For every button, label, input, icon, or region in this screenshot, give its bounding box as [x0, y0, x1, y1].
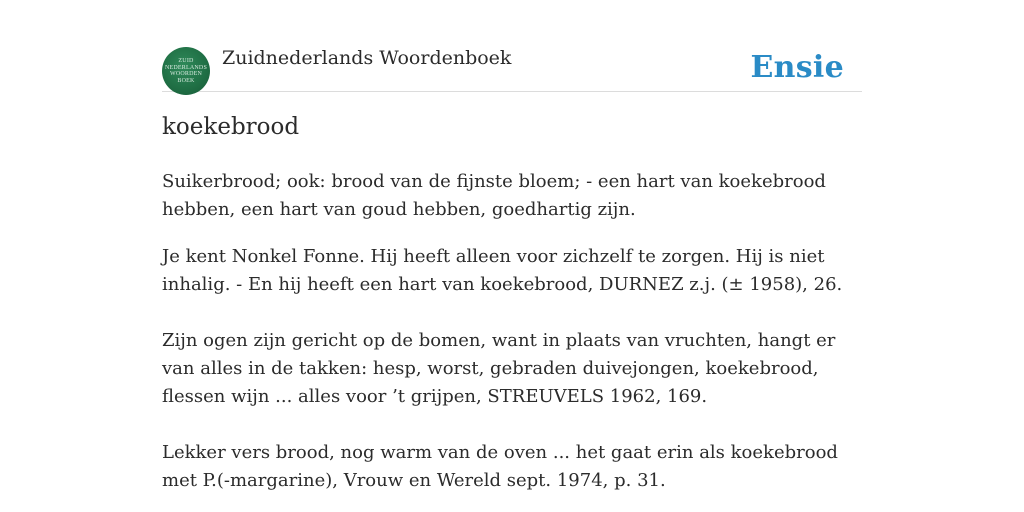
entry-headword: koekebrood: [162, 114, 300, 140]
logo-line: NEDERLANDS: [165, 64, 207, 71]
logo-line: ZUID: [178, 58, 194, 64]
entry-content: [162, 168, 862, 512]
citation-quote: Zijn ogen zijn gericht op de bomen, want in plaats van vruchten, hangt er van alles in de takken: hesp, worst, gebraden duivejongen, koekebrood, flessen wijn ... alles voor ’t grijpen, STREUVELS 1962, 169.: [162, 330, 836, 407]
dictionary-title-link[interactable]: Zuidnederlands Woordenboek: [222, 47, 512, 69]
logo-line: WOORDEN: [169, 71, 203, 77]
ensie-brand-link[interactable]: Ensie: [750, 50, 844, 85]
citation-quote: Lekker vers brood, nog warm van de oven ... het gaat erin als koekebrood met P.(-margarine), Vrouw en Wereld sept. 1974, p. 31.: [162, 442, 838, 491]
dictionary-logo[interactable]: [162, 47, 210, 95]
citation-quote: Je kent Nonkel Fonne. Hij heeft alleen voor zichzelf te zorgen. Hij is niet inhalig. - En hij heeft een hart van koekebrood, DURNEZ z.j. (± 1958), 26.: [162, 246, 843, 295]
entry-definition: Suikerbrood; ook: brood van de fijnste bloem; - een hart van koekebrood hebben, een hart van goud hebben, goedhartig zijn.: [162, 171, 826, 220]
header: [162, 42, 862, 92]
logo-line: BOEK: [177, 77, 195, 84]
